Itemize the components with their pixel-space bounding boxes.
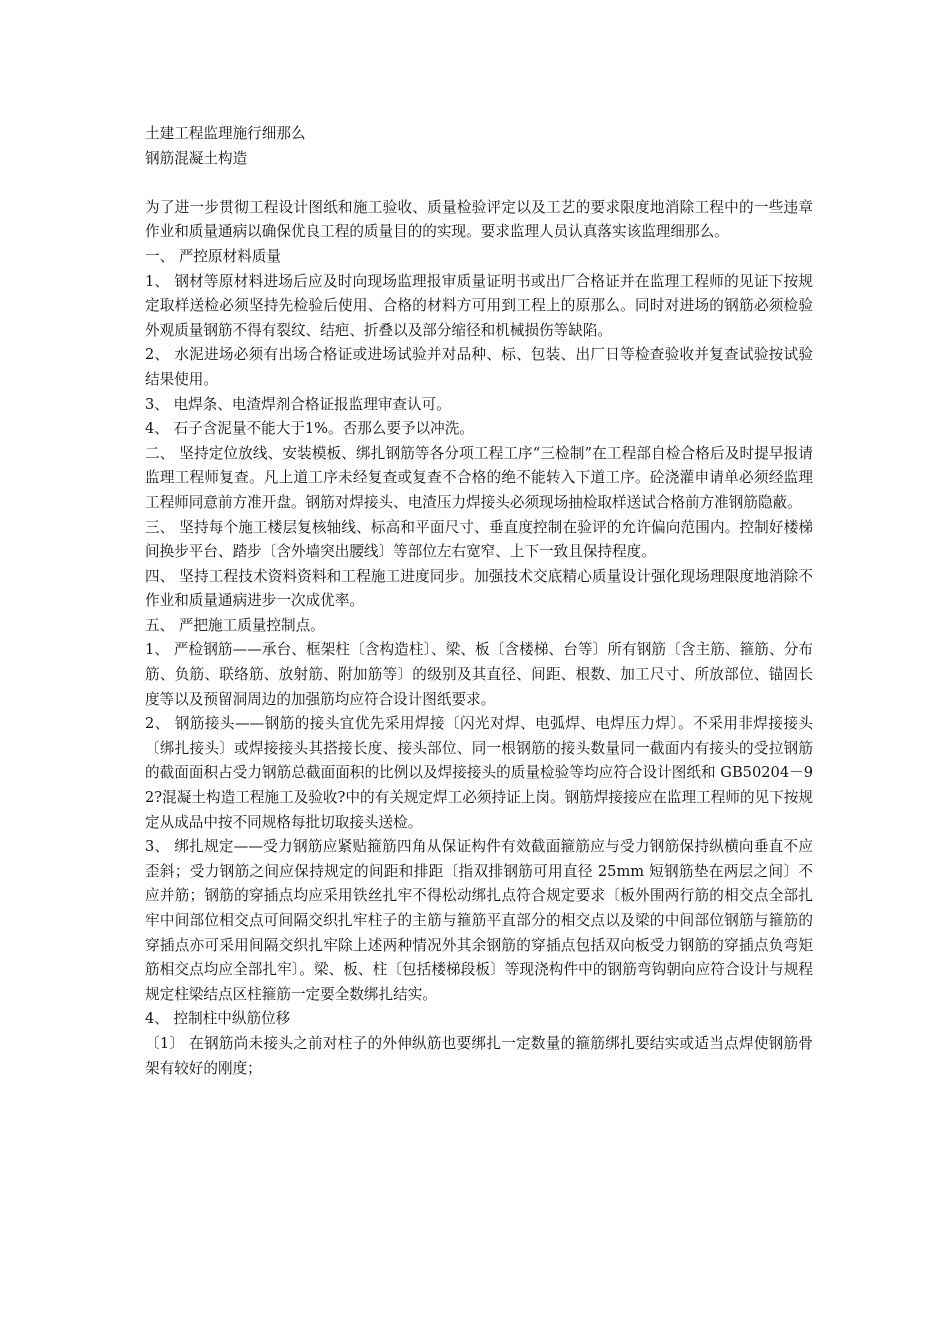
document-subtitle: 钢筋混凝土构造 — [145, 149, 248, 167]
document-title: 土建工程监理施行细那么 — [145, 125, 306, 142]
document-body — [145, 122, 813, 1081]
paragraph-1-3: 3、 电焊条、电渣焊剂合格证报监理审查认可。 — [145, 395, 451, 413]
paragraph-5-3: 3、 绑扎规定——受力钢筋应紧贴箍筋四角从保证构件有效截面箍筋应与受力钢筋保持纵横向垂直不应歪斜；受力钢筋之间应保持规定的间距和排距〔指双排钢筋可用直径 25mm 短钢筋垫在两层之间〕不应并筋；钢筋的穿插点均应采用铁丝扎牢不得松动绑扎点符合规定要求〔板外围两行筋的相交点全部扎牢中间部位相交点可间隔交织扎牢柱子的主筋与箍筋平直部分的相交点以及梁的中间部位钢筋与箍筋的穿插点亦可采用间隔交织扎牢除上述两种情况外其余钢筋的穿插点包括双向板受力钢筋的穿插点负弯矩筋相交点均应全部扎牢〕。梁、板、柱〔包括楼梯段板〕等现浇构件中的钢筋弯钩朝向应符合设计与规程规定柱梁结点区柱箍筋一定要全数绑扎结实。 — [145, 838, 813, 1003]
paragraph-5-4-1: 〔1〕 在钢筋尚未接头之前对柱子的外伸纵筋也要绑扎一定数量的箍筋绑扎要结实或适当点焊使钢筋骨架有较好的刚度； — [145, 1034, 813, 1077]
section-heading-1: 一、 严控原材料质量 — [145, 247, 281, 265]
section-2-paragraph: 二、 坚持定位放线、安装模板、绑扎钢筋等各分项工程工序“三检制”在工程部自检合格后及时提早报请监理工程师复查。凡上道工序未经复查或复查不合格的绝不能转入下道工序。砼浇灌申请单必须经监理工程师同意前方准开盘。钢筋对焊接头、电渣压力焊接头必须现场抽检取样送试合格前方准钢筋隐蔽。 — [145, 444, 813, 511]
paragraph-5-4: 4、 控制柱中纵筋位移 — [145, 1010, 291, 1028]
paragraph-1-1: 1、 钢材等原材料进场后应及时向现场监理报审质量证明书或出厂合格证并在监理工程师的见证下按规定取样送检必须坚持先检验后使用、合格的材料方可用到工程上的原那么。同时对进场的钢筋必须检验外观质量钢筋不得有裂纹、结疤、折叠以及部分缩径和机械损伤等缺陷。 — [145, 272, 813, 339]
section-4-paragraph: 四、 坚持工程技术资料资料和工程施工进度同步。加强技术交底精心质量设计强化现场理限度地消除不作业和质量通病进步一次成优率。 — [145, 567, 813, 610]
blank-line — [145, 171, 813, 196]
paragraph-1-2: 2、 水泥进场必须有出场合格证或进场试验并对品种、标、包装、出厂日等检查验收并复查试验按试验结果使用。 — [145, 346, 813, 388]
intro-paragraph: 为了进一步贯彻工程设计图纸和施工验收、质量检验评定以及工艺的要求限度地消除工程中的一些违章作业和质量通病以确保优良工程的质量目的的实现。要求监理人员认真落实该监理细那么。 — [145, 198, 813, 241]
section-heading-5: 五、 严把施工质量控制点。 — [145, 616, 325, 634]
paragraph-1-4: 4、 石子含泥量不能大于1%。否那么要予以冲洗。 — [145, 420, 474, 438]
section-3-paragraph: 三、 坚持每个施工楼层复核轴线、标高和平面尺寸、垂直度控制在验评的允许偏向范围内。控制好楼梯间换步平台、踏步〔含外墙突出腰线〕等部位左右宽窄、上下一致且保持程度。 — [145, 518, 813, 561]
paragraph-5-1: 1、 严检钢筋——承台、框架柱〔含构造柱〕、梁、板〔含楼梯、台等〕所有钢筋〔含主筋、箍筋、分布筋、负筋、联络筋、放射筋、附加筋等〕的级别及其直径、间距、根数、加工尺寸、所放部位、锚固长度等以及预留洞周边的加强筋均应符合设计图纸要求。 — [145, 641, 813, 708]
paragraph-5-2: 2、 钢筋接头——钢筋的接头宜优先采用焊接〔闪光对焊、电弧焊、电焊压力焊〕。不采用非焊接接头〔绑扎接头〕或焊接接头其搭接长度、接头部位、同一根钢筋的接头数量同一截面内有接头的受拉钢筋的截面面积占受力钢筋总截面面积的比例以及焊接接头的质量检验等均应符合设计图纸和 GB50204－92?混凝土构造工程施工及验收?中的有关规定焊工必须持证上岗。钢筋焊接接应在监理工程师的见下按规定从成品中按不同规格每批切取接头送检。 — [145, 715, 813, 831]
